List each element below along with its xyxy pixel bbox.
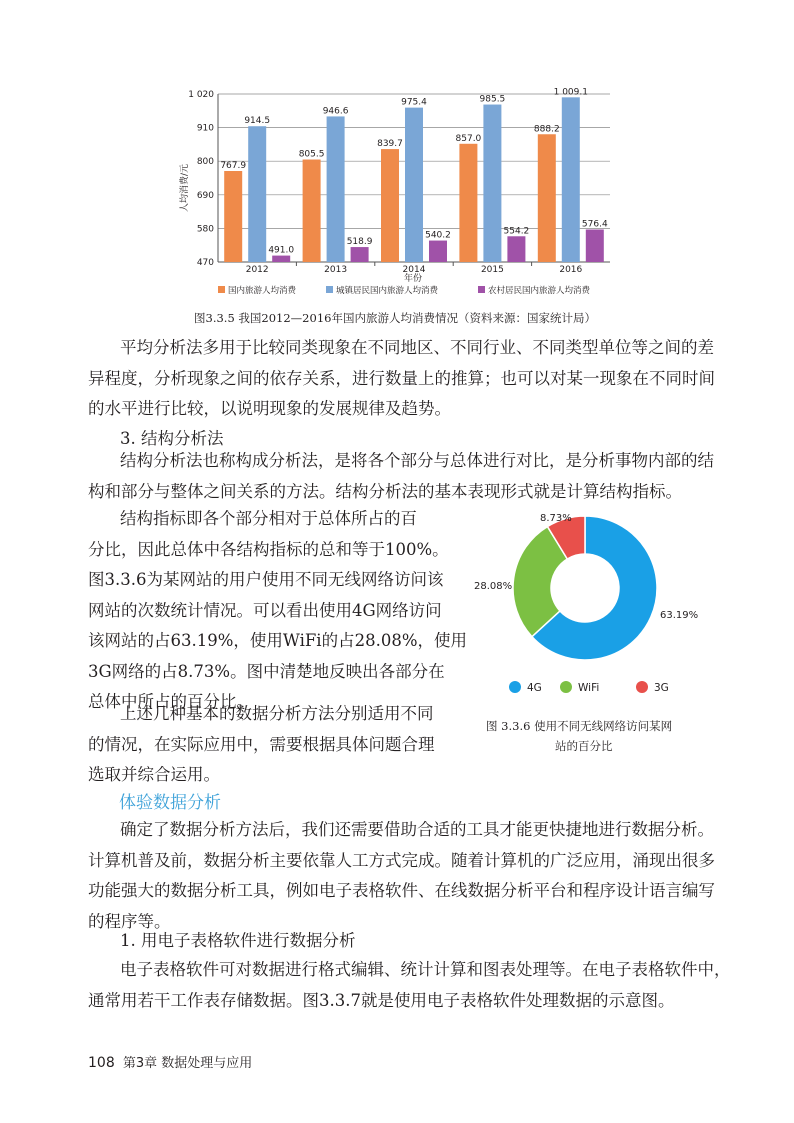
- legend-swatch: [478, 286, 485, 293]
- bar: [272, 256, 290, 262]
- text-line: 电子表格软件可对数据进行格式编辑、统计计算和图表处理等。在电子表格软件中，: [120, 960, 731, 979]
- page-footer: [88, 1052, 252, 1071]
- bar-value-label: 576.4: [581, 219, 608, 230]
- paragraph-spreadsheet: [88, 955, 731, 1016]
- section-title: 体验数据分析: [119, 793, 221, 813]
- bar: [405, 108, 423, 262]
- legend-label: 4G: [527, 682, 542, 694]
- donut-chart-caption-line2: 站的百分比: [555, 739, 613, 753]
- bar-value-label: 805.5: [298, 149, 325, 160]
- bar-value-label: 946.6: [322, 106, 349, 117]
- text-line: 3G网络的占8.73%。图中清楚地反映出各部分在: [88, 661, 445, 681]
- bar-value-label: 1 009.1: [553, 87, 588, 98]
- heading-spreadsheet: 1. 用电子表格软件进行数据分析: [120, 931, 356, 950]
- bar: [538, 134, 556, 262]
- bar-value-label: 518.9: [346, 237, 373, 248]
- paragraph-structure-analysis: [88, 446, 712, 507]
- bar: [586, 229, 604, 262]
- paragraph-summary: [88, 699, 435, 791]
- text-line: 平均分析法多用于比较同类现象在不同地区、不同行业、不同类型单位等之间的差: [120, 338, 714, 357]
- bar: [507, 236, 525, 262]
- bar-value-label: 857.0: [455, 133, 482, 144]
- bar: [327, 116, 345, 262]
- text-line: 分比，因此总体中各结构指标的总和等于100%。: [88, 539, 449, 559]
- bar-value-label: 975.4: [401, 97, 427, 108]
- bar-chart-xlabel: 年份: [403, 274, 423, 284]
- paragraph-structure-index: [88, 504, 468, 718]
- bar: [562, 97, 580, 262]
- text-line: 计算机普及前，数据分析主要依靠人工方式完成。随着计算机的广泛应用，涌现出很多: [88, 850, 715, 870]
- text-line: 图3.3.6为某网站的用户使用不同无线网络访问该: [88, 570, 444, 589]
- paragraph-average-analysis: [88, 333, 715, 425]
- legend-label: 城镇居民国内旅游人均消费: [336, 286, 439, 296]
- bar: [381, 149, 399, 262]
- donut-value-label: 8.73%: [540, 513, 572, 524]
- text-line: 上述几种基本的数据分析方法分别适用不同: [120, 704, 434, 723]
- text-line: 网站的次数统计情况。可以看出使用4G网络访问: [88, 600, 442, 620]
- y-tick-label: 910: [196, 123, 214, 134]
- bar-chart-caption: 图3.3.5 我国2012—2016年国内旅游人均消费情况（资料来源：国家统计局）: [194, 311, 596, 325]
- bar-value-label: 540.2: [425, 230, 451, 241]
- y-tick-label: 580: [196, 224, 214, 235]
- bar: [303, 160, 321, 262]
- bar-value-label: 985.5: [479, 94, 506, 105]
- text-line: 选取并综合运用。: [88, 765, 220, 784]
- legend-label: 国内旅游人均消费: [228, 286, 297, 296]
- bar-value-label: 888.2: [533, 124, 560, 135]
- text-line: 的水平进行比较，以说明现象的发展规律及趋势。: [88, 399, 451, 418]
- paragraph-tools: [88, 815, 715, 937]
- legend-label: WiFi: [578, 682, 600, 694]
- chapter-title: 第3章 数据处理与应用: [122, 1056, 253, 1071]
- bar-value-label: 914.5: [244, 116, 271, 127]
- bar-value-label: 839.7: [377, 139, 403, 150]
- y-tick-label: 800: [196, 157, 214, 168]
- x-tick-label: 2014: [402, 265, 426, 275]
- legend-label: 3G: [654, 682, 669, 694]
- bar-chart-ylabel: 人均消费/元: [180, 163, 190, 213]
- x-tick-label: 2013: [324, 265, 348, 275]
- donut-value-label: 28.08%: [474, 581, 513, 592]
- donut-chart: [470, 504, 710, 704]
- y-tick-label: 690: [196, 190, 214, 201]
- donut-chart-caption-line1: 图 3.3.6 使用不同无线网络访问某网: [486, 719, 673, 733]
- bar-value-label: 767.9: [220, 161, 247, 172]
- legend-dot: [509, 681, 521, 693]
- legend-dot: [636, 681, 648, 693]
- legend-dot: [560, 681, 572, 693]
- bar-chart: [170, 84, 620, 300]
- bar-value-label: 554.2: [503, 226, 530, 237]
- legend-swatch: [326, 286, 333, 293]
- text-line: 功能强大的数据分析工具，例如电子表格软件、在线数据分析平台和程序设计语言编写: [88, 881, 715, 900]
- text-line: 确定了数据分析方法后，我们还需要借助合适的工具才能更快捷地进行数据分析。: [120, 820, 714, 839]
- bar: [429, 241, 447, 262]
- legend-label: 农村居民国内旅游人均消费: [488, 286, 591, 296]
- bar: [248, 126, 266, 262]
- bar: [483, 105, 501, 262]
- legend-swatch: [218, 286, 225, 293]
- y-tick-label: 1 020: [188, 90, 214, 100]
- donut-value-label: 63.19%: [660, 610, 699, 621]
- page-number: 108: [88, 1055, 115, 1071]
- x-tick-label: 2012: [245, 265, 269, 275]
- x-tick-label: 2015: [480, 265, 504, 275]
- text-line: 的情况，在实际应用中，需要根据具体问题合理: [88, 734, 435, 754]
- text-line: 异程度，分析现象之间的依存关系，进行数量上的推算；也可以对某一现象在不同时间: [88, 368, 715, 388]
- text-line: 构和部分与整体之间关系的方法。结构分析法的基本表现形式就是计算结构指标。: [88, 481, 682, 501]
- text-line: 通常用若干工作表存储数据。图3.3.7就是使用电子表格软件处理数据的示意图。: [88, 990, 675, 1010]
- bar: [459, 144, 477, 262]
- text-line: 总体中所占的百分比。: [88, 692, 253, 711]
- text-line: 的程序等。: [88, 911, 171, 931]
- x-tick-label: 2016: [559, 265, 583, 275]
- text-line: 该网站的占63.19%，使用WiFi的占28.08%，使用: [88, 631, 468, 650]
- text-line: 结构分析法也称构成分析法，是将各个部分与总体进行对比，是分析事物内部的结: [120, 451, 714, 470]
- y-tick-label: 470: [196, 258, 214, 268]
- text-line: 结构指标即各个部分相对于总体所占的百: [120, 509, 417, 528]
- bar-value-label: 491.0: [268, 245, 295, 256]
- bar: [351, 247, 369, 262]
- heading-structure-analysis: 3. 结构分析法: [120, 429, 224, 448]
- bar: [224, 171, 242, 262]
